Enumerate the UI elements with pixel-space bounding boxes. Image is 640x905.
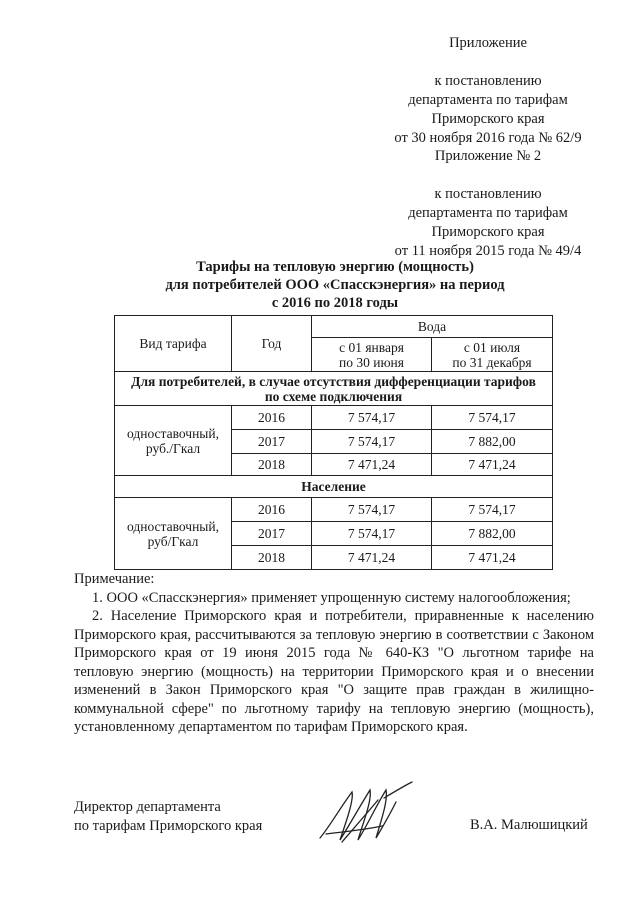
table-header-row xyxy=(115,316,553,338)
value-cell: 7 574,17 xyxy=(432,406,553,430)
appendix-current-line: департамента по тарифам xyxy=(408,92,568,108)
appendix-original-header xyxy=(368,147,608,261)
value-cell: 7 882,00 xyxy=(432,430,553,454)
position-line: по тарифам Приморского края xyxy=(74,818,263,834)
period-1-to: по 30 июня xyxy=(339,354,404,370)
value-cell: 7 574,17 xyxy=(312,430,432,454)
appendix-current-title: Приложение xyxy=(449,35,527,51)
appendix-original-line: департамента по тарифам xyxy=(408,205,568,221)
handwritten-signature xyxy=(312,778,422,855)
section-1-tariff-type xyxy=(115,406,232,476)
value-cell: 7 574,17 xyxy=(312,522,432,546)
section-row xyxy=(115,372,553,406)
table-row xyxy=(115,406,553,430)
section-2-heading: Население xyxy=(115,476,553,498)
appendix-current-line: к постановлению xyxy=(434,73,542,89)
value-cell: 7 471,24 xyxy=(432,546,553,570)
note-item: 1. ООО «Спасскэнергия» применяет упрощенную систему налогообложения; xyxy=(92,589,571,606)
notes-section xyxy=(74,570,594,737)
title-line: Тарифы на тепловую энергию (мощность) xyxy=(196,259,474,275)
position-line: Директор департамента xyxy=(74,799,221,815)
note-item: 2. Население Приморского края и потребители, приравненные к населению Приморского края, рассчитываются за тепловую энергию в соответствии с Законом Приморского края от 19 июня 2015 года № 640-КЗ "О льготном тарифе на тепловую энергию (мощность) на территории Приморского края и о внесении изменений в Закон Приморского края "О защите прав граждан в жилищно-коммунальной сфере" по льготному тарифу на тепловую энергию (мощность), установленному департаментом по тарифам Приморского края. xyxy=(74,608,594,735)
year-cell: 2016 xyxy=(232,406,312,430)
value-cell: 7 471,24 xyxy=(432,454,553,476)
signatory-name: В.А. Малюшицкий xyxy=(470,817,588,833)
document-title xyxy=(100,258,570,312)
notes-heading: Примечание: xyxy=(74,571,155,587)
appendix-current-line: Приморского края xyxy=(431,111,545,127)
value-cell: 7 574,17 xyxy=(312,498,432,522)
tariff-type-unit: руб./Гкал xyxy=(145,440,201,456)
section-row xyxy=(115,476,553,498)
signatory-position xyxy=(74,798,262,836)
period-1-from: с 01 января xyxy=(339,339,404,355)
value-cell: 7 574,17 xyxy=(312,406,432,430)
tariff-type-line: одноставочный, xyxy=(127,518,219,534)
header-tariff-type: Вид тарифа xyxy=(115,316,232,372)
tariff-type-unit: руб/Гкал xyxy=(147,533,199,549)
header-water: Вода xyxy=(312,316,553,338)
section-2-tariff-type xyxy=(115,498,232,570)
section-1-line: Для потребителей, в случае отсутствия дифференциации тарифов xyxy=(131,373,536,389)
year-cell: 2018 xyxy=(232,546,312,570)
period-2-from: с 01 июля xyxy=(463,339,521,355)
title-line: для потребителей ООО «Спасскэнергия» на период xyxy=(165,277,505,293)
appendix-original-line: к постановлению xyxy=(434,186,542,202)
section-1-heading xyxy=(115,372,553,406)
appendix-current-line: от 30 ноября 2016 года № 62/9 xyxy=(394,130,582,146)
header-year: Год xyxy=(232,316,312,372)
title-line: с 2016 по 2018 годы xyxy=(271,295,399,311)
header-period-1 xyxy=(312,338,432,372)
tariff-type-line: одноставочный, xyxy=(127,425,219,441)
year-cell: 2016 xyxy=(232,498,312,522)
appendix-original-line: от 11 ноября 2015 года № 49/4 xyxy=(394,243,582,259)
signature-icon xyxy=(312,778,422,850)
value-cell: 7 574,17 xyxy=(432,498,553,522)
year-cell: 2017 xyxy=(232,522,312,546)
value-cell: 7 882,00 xyxy=(432,522,553,546)
period-2-to: по 31 декабря xyxy=(452,354,532,370)
year-cell: 2017 xyxy=(232,430,312,454)
section-1-line: по схеме подключения xyxy=(264,388,403,404)
value-cell: 7 471,24 xyxy=(312,454,432,476)
header-period-2 xyxy=(432,338,553,372)
value-cell: 7 471,24 xyxy=(312,546,432,570)
year-cell: 2018 xyxy=(232,454,312,476)
appendix-current-header xyxy=(368,34,608,148)
tariff-table xyxy=(114,315,553,570)
table-row xyxy=(115,498,553,522)
appendix-original-line: Приморского края xyxy=(431,224,545,240)
appendix-original-title: Приложение № 2 xyxy=(434,148,542,164)
